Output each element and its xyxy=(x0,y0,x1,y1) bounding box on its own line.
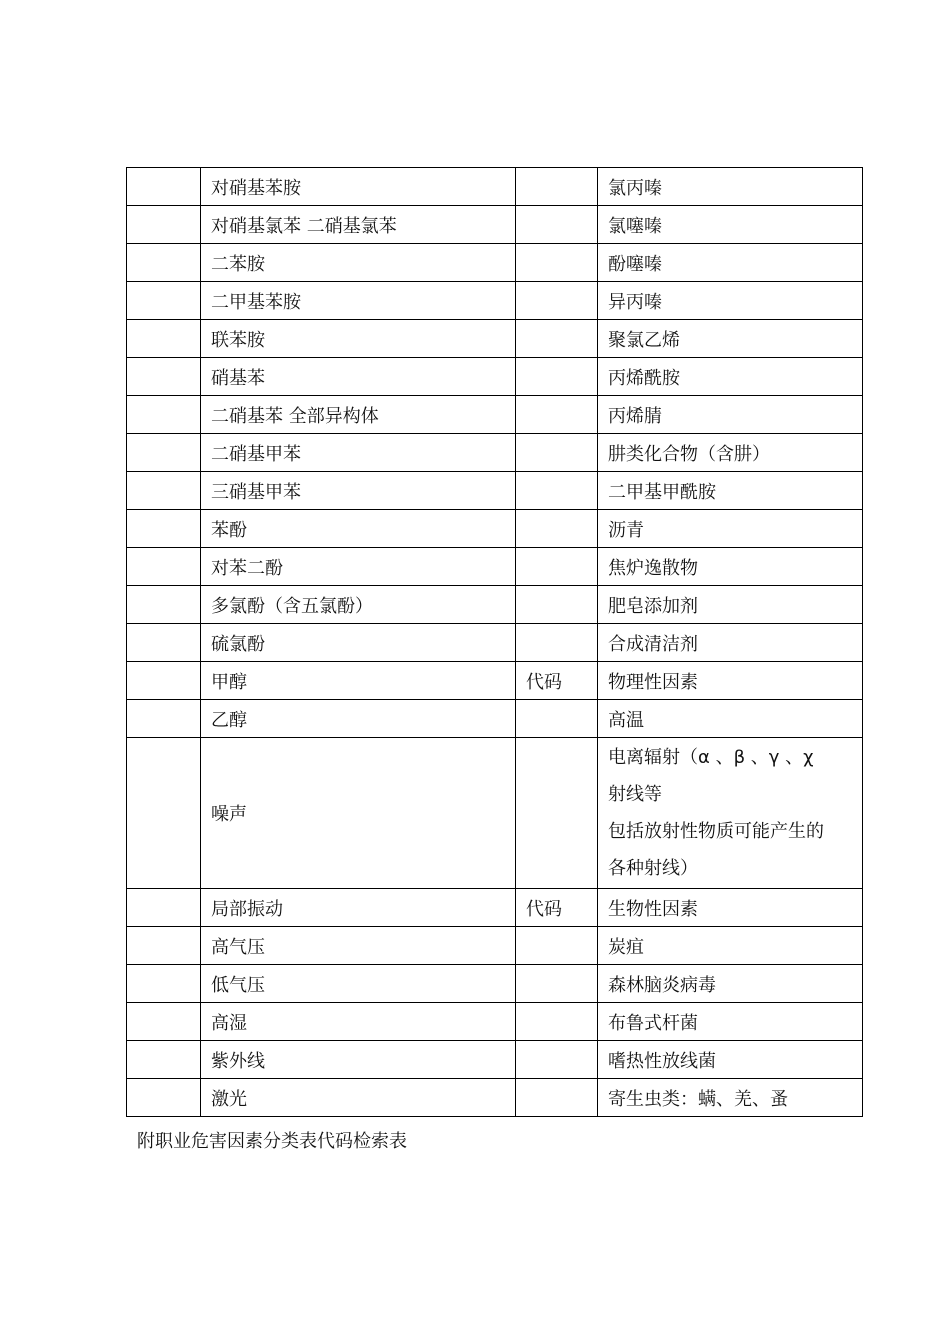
cell-line: 电离辐射（α 、β 、γ 、χ xyxy=(608,747,814,768)
code-cell xyxy=(127,624,201,662)
table-row xyxy=(127,624,863,662)
code-cell xyxy=(516,320,598,358)
factor-cell: 森林脑炎病毒 xyxy=(598,965,863,1003)
code-cell xyxy=(127,1041,201,1079)
cell-line: 射线等 xyxy=(608,784,662,805)
code-cell xyxy=(127,738,201,889)
factor-cell: 多氯酚（含五氯酚） xyxy=(201,586,516,624)
factor-cell: 噪声 xyxy=(201,738,516,889)
factor-cell: 三硝基甲苯 xyxy=(201,472,516,510)
code-cell xyxy=(516,965,598,1003)
factor-cell: 丙烯酰胺 xyxy=(598,358,863,396)
table-row xyxy=(127,206,863,244)
factor-cell: 硝基苯 xyxy=(201,358,516,396)
table-row xyxy=(127,927,863,965)
table-row xyxy=(127,244,863,282)
table-row xyxy=(127,700,863,738)
table-row xyxy=(127,434,863,472)
factor-cell: 二甲基苯胺 xyxy=(201,282,516,320)
code-cell xyxy=(127,282,201,320)
table-row xyxy=(127,965,863,1003)
table-row xyxy=(127,889,863,927)
cell-line: 包括放射性物质可能产生的 xyxy=(608,821,824,842)
factor-cell: 苯酚 xyxy=(201,510,516,548)
code-cell xyxy=(127,700,201,738)
hazard-factor-table xyxy=(126,167,863,1117)
table-row xyxy=(127,510,863,548)
factor-cell: 二硝基苯 全部异构体 xyxy=(201,396,516,434)
code-cell xyxy=(516,1079,598,1117)
code-cell xyxy=(127,1003,201,1041)
factor-cell: 酚噻嗪 xyxy=(598,244,863,282)
factor-cell: 炭疽 xyxy=(598,927,863,965)
factor-cell: 激光 xyxy=(201,1079,516,1117)
code-cell xyxy=(127,206,201,244)
code-cell xyxy=(516,510,598,548)
factor-cell: 二硝基甲苯 xyxy=(201,434,516,472)
code-cell xyxy=(127,662,201,700)
table-row xyxy=(127,662,863,700)
factor-cell: 联苯胺 xyxy=(201,320,516,358)
table-caption: 附职业危害因素分类表代码检索表 xyxy=(137,1131,407,1152)
factor-cell: 局部振动 xyxy=(201,889,516,927)
code-cell xyxy=(127,586,201,624)
code-cell xyxy=(127,168,201,206)
table-row xyxy=(127,1041,863,1079)
factor-cell: 布鲁式杆菌 xyxy=(598,1003,863,1041)
code-header-cell: 代码 xyxy=(516,662,598,700)
code-cell xyxy=(516,244,598,282)
code-cell xyxy=(127,244,201,282)
factor-cell-multiline xyxy=(598,738,863,889)
factor-cell: 焦炉逸散物 xyxy=(598,548,863,586)
factor-cell: 肼类化合物（含肼） xyxy=(598,434,863,472)
code-header-cell: 代码 xyxy=(516,889,598,927)
code-cell xyxy=(516,396,598,434)
factor-cell: 甲醇 xyxy=(201,662,516,700)
factor-cell: 氯丙嗪 xyxy=(598,168,863,206)
factor-cell: 高气压 xyxy=(201,927,516,965)
table-row xyxy=(127,168,863,206)
table-row xyxy=(127,738,863,889)
code-cell xyxy=(127,1079,201,1117)
factor-cell: 对苯二酚 xyxy=(201,548,516,586)
code-cell xyxy=(127,472,201,510)
factor-cell: 异丙嗪 xyxy=(598,282,863,320)
code-cell xyxy=(127,396,201,434)
factor-cell: 沥青 xyxy=(598,510,863,548)
category-header-cell: 物理性因素 xyxy=(598,662,863,700)
factor-cell: 紫外线 xyxy=(201,1041,516,1079)
code-cell xyxy=(516,168,598,206)
table-row xyxy=(127,1003,863,1041)
factor-cell: 嗜热性放线菌 xyxy=(598,1041,863,1079)
factor-cell: 高温 xyxy=(598,700,863,738)
cell-line: 各种射线） xyxy=(608,858,698,879)
table-row xyxy=(127,1079,863,1117)
code-cell xyxy=(516,206,598,244)
code-cell xyxy=(516,282,598,320)
factor-cell: 聚氯乙烯 xyxy=(598,320,863,358)
factor-cell: 对硝基氯苯 二硝基氯苯 xyxy=(201,206,516,244)
code-cell xyxy=(127,510,201,548)
factor-cell: 肥皂添加剂 xyxy=(598,586,863,624)
code-cell xyxy=(516,586,598,624)
code-cell xyxy=(516,1041,598,1079)
code-cell xyxy=(127,434,201,472)
table-row xyxy=(127,358,863,396)
code-cell xyxy=(516,927,598,965)
table-row xyxy=(127,282,863,320)
code-cell xyxy=(516,624,598,662)
code-cell xyxy=(516,738,598,889)
factor-cell: 对硝基苯胺 xyxy=(201,168,516,206)
code-cell xyxy=(516,700,598,738)
factor-cell: 二甲基甲酰胺 xyxy=(598,472,863,510)
table-row xyxy=(127,472,863,510)
factor-cell: 二苯胺 xyxy=(201,244,516,282)
code-cell xyxy=(127,965,201,1003)
code-cell xyxy=(516,434,598,472)
factor-cell: 寄生虫类：螨、羌、蚤 xyxy=(598,1079,863,1117)
table-row xyxy=(127,396,863,434)
code-cell xyxy=(127,889,201,927)
table-row xyxy=(127,548,863,586)
factor-cell: 高湿 xyxy=(201,1003,516,1041)
code-cell xyxy=(516,472,598,510)
code-cell xyxy=(127,320,201,358)
table-row xyxy=(127,320,863,358)
factor-cell: 硫氯酚 xyxy=(201,624,516,662)
factor-cell: 丙烯腈 xyxy=(598,396,863,434)
code-cell xyxy=(516,1003,598,1041)
factor-cell: 氯噻嗪 xyxy=(598,206,863,244)
code-cell xyxy=(127,927,201,965)
factor-cell: 乙醇 xyxy=(201,700,516,738)
factor-cell: 合成清洁剂 xyxy=(598,624,863,662)
code-cell xyxy=(127,548,201,586)
category-header-cell: 生物性因素 xyxy=(598,889,863,927)
table-row xyxy=(127,586,863,624)
code-cell xyxy=(516,548,598,586)
factor-cell: 低气压 xyxy=(201,965,516,1003)
code-cell xyxy=(516,358,598,396)
code-cell xyxy=(127,358,201,396)
